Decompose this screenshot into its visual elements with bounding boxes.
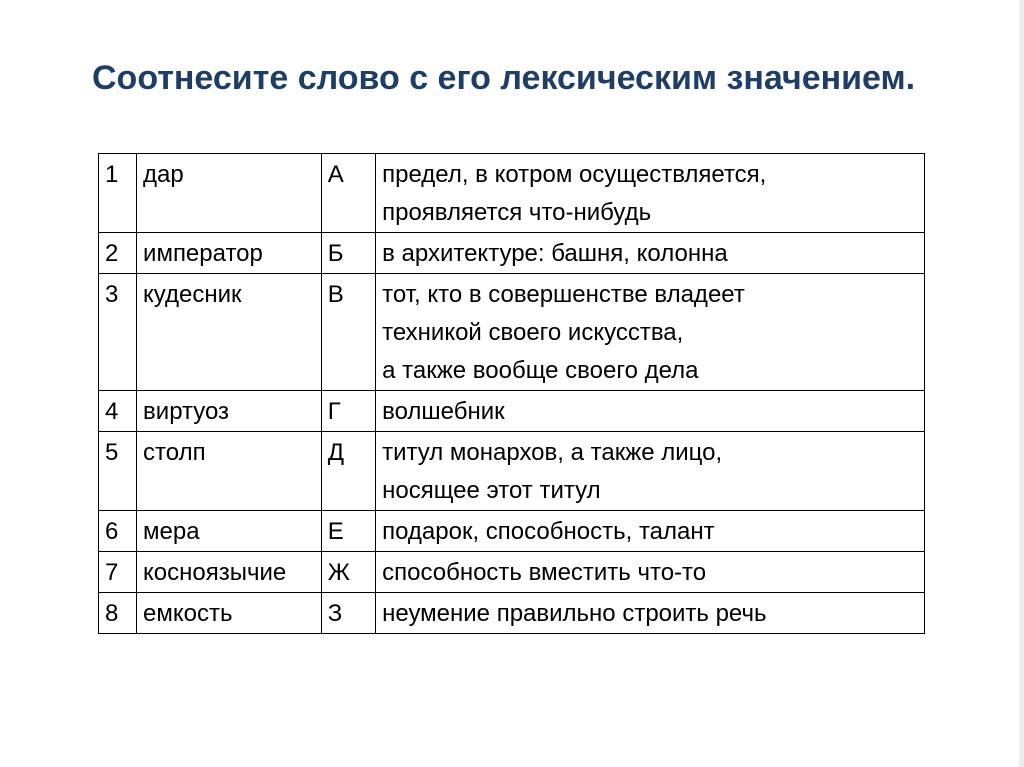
letter-cell: Ж — [321, 552, 375, 593]
meaning-cell: тот, кто в совершенстве владеет техникой своего искусства, а также вообще своего дела — [376, 274, 925, 391]
word-cell: мера — [137, 511, 322, 552]
word-cell: виртуоз — [137, 391, 322, 432]
meaning-cell: неумение правильно строить речь — [376, 593, 925, 634]
table-row — [99, 432, 925, 511]
table-row — [99, 391, 925, 432]
page-title: Соотнесите слово с его лексическим значением. — [92, 59, 916, 97]
letter-cell: Д — [321, 432, 375, 511]
matching-table — [98, 153, 925, 634]
word-cell: емкость — [137, 593, 322, 634]
meaning-cell: титул монархов, а также лицо, носящее этот титул — [376, 432, 925, 511]
meaning-cell: предел, в котром осуществляется, проявляется что-нибудь — [376, 154, 925, 233]
table-row — [99, 233, 925, 274]
table-row — [99, 511, 925, 552]
word-cell: дар — [137, 154, 322, 233]
letter-cell: Б — [321, 233, 375, 274]
table-row — [99, 274, 925, 391]
letter-cell: В — [321, 274, 375, 391]
meaning-cell: волшебник — [376, 391, 925, 432]
word-cell: косноязычие — [137, 552, 322, 593]
row-number: 8 — [99, 593, 137, 634]
row-number: 4 — [99, 391, 137, 432]
word-cell: столп — [137, 432, 322, 511]
meaning-cell: подарок, способность, талант — [376, 511, 925, 552]
word-cell: кудесник — [137, 274, 322, 391]
meaning-cell: в архитектуре: башня, колонна — [376, 233, 925, 274]
word-cell: император — [137, 233, 322, 274]
row-number: 2 — [99, 233, 137, 274]
table-row — [99, 552, 925, 593]
row-number: 1 — [99, 154, 137, 233]
row-number: 3 — [99, 274, 137, 391]
table-row — [99, 154, 925, 233]
meaning-cell: способность вместить что-то — [376, 552, 925, 593]
slide-edge — [1019, 0, 1024, 767]
letter-cell: А — [321, 154, 375, 233]
row-number: 5 — [99, 432, 137, 511]
letter-cell: З — [321, 593, 375, 634]
row-number: 6 — [99, 511, 137, 552]
letter-cell: Г — [321, 391, 375, 432]
table-row — [99, 593, 925, 634]
letter-cell: Е — [321, 511, 375, 552]
row-number: 7 — [99, 552, 137, 593]
